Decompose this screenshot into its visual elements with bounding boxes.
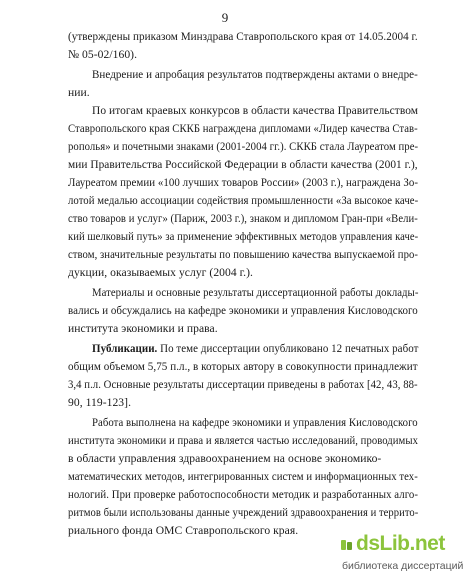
section-heading: Публикации. <box>92 342 158 355</box>
line-text: кий шелковый путь» за применение эффективных методов управления каче- <box>68 230 419 243</box>
line-text: мии Правительства Российской Федерации в области качества (2001 г.), <box>68 158 418 171</box>
line-text: По итогам краевых конкурсов в области качества Правительством <box>92 104 419 117</box>
text-line <box>68 194 418 208</box>
line-text: Лауреатом премии «100 лучших товаров России» (2003 г.), награждена Зо- <box>68 176 419 189</box>
text-line <box>68 360 418 374</box>
line-text: Внедрение и апробация результатов подтверждены актами о внедре- <box>92 68 418 81</box>
watermark-subtitle: библиотека диссертаций <box>342 560 463 572</box>
line-text: в области управления здравоохранением на основе экономико- <box>68 452 382 465</box>
line-text: дукции, оказываемых услуг (2004 г.). <box>68 266 253 279</box>
text-line <box>68 304 418 318</box>
text-line <box>92 104 418 118</box>
text-line <box>68 266 253 280</box>
text-line <box>68 378 418 392</box>
text-line <box>68 396 131 410</box>
line-text: нологий. При проверке работоспособности методик и разработанных алго- <box>68 488 419 501</box>
line-text: нии. <box>68 86 90 99</box>
line-text: института экономики и права и является частью исследований, проводимых <box>68 434 418 447</box>
dslib-logo-icon <box>340 538 354 552</box>
text-line <box>68 248 418 262</box>
line-text: рополья» и почетными знаками (2001-2004 гг.). СККБ стала Лауреатом пре- <box>68 140 419 153</box>
text-line <box>92 286 418 300</box>
text-line <box>68 86 90 100</box>
line-text: № 05-02/160). <box>68 48 138 61</box>
line-text: 3,4 п.л. Основные результаты диссертации приведены в работах [42, 43, 88- <box>68 378 418 391</box>
watermark-logo: dsLib.net <box>356 532 445 555</box>
line-text: ство товаров и услуг» (Париж, 2003 г.), знаком и дипломом Гран-при «Вели- <box>68 212 418 225</box>
text-line <box>68 30 418 44</box>
line-text: Работа выполнена на кафедре экономики и управления Кисловодского <box>92 416 418 429</box>
line-text: ритмов были использованы данные учреждений здравоохранения и террито- <box>68 506 419 519</box>
text-line <box>68 48 137 62</box>
text-line <box>68 506 418 520</box>
text-line <box>68 122 418 136</box>
line-text: (утверждены приказом Минздрава Ставропольского края от 14.05.2004 г. <box>68 30 418 43</box>
watermark <box>342 532 463 578</box>
text-line <box>68 488 418 502</box>
line-text: лотой медалью ассоциации содействия промышленности «За высокое каче- <box>68 194 419 207</box>
page-number: 9 <box>221 10 229 25</box>
text-line <box>68 452 381 466</box>
text-line <box>92 416 418 430</box>
text-line <box>68 158 418 172</box>
line-text: института экономики и права. <box>68 322 218 335</box>
line-text: ством, значительные результаты по повышению качества выпускаемой про- <box>68 248 418 261</box>
line-text: вались и обсуждались на кафедре экономики и управления Кисловодского <box>68 304 418 317</box>
text-line <box>92 68 418 82</box>
text-line <box>68 322 218 336</box>
text-line <box>92 342 418 356</box>
text-line <box>68 176 418 190</box>
line-text: общим объемом 5,75 п.л., в которых автору в совокупности принадлежит <box>68 360 418 373</box>
text-line <box>68 230 418 244</box>
line-text: математических методов, интегрированных систем и информационных тех- <box>68 470 418 483</box>
line-text: Материалы и основные результаты диссертационной работы доклады- <box>92 286 419 299</box>
text-line <box>68 212 418 226</box>
line-text: 90, 119-123]. <box>68 396 132 409</box>
text-line <box>68 524 298 538</box>
text-line <box>68 140 418 154</box>
line-text: риального фонда ОМС Ставропольского края. <box>68 524 299 537</box>
text-line <box>68 434 418 448</box>
line-text: Ставропольского края СККБ награждена дипломами «Лидер качества Став- <box>68 122 418 135</box>
text-line <box>68 470 418 484</box>
line-text: По теме диссертации опубликовано 12 печатных работ <box>157 342 419 355</box>
